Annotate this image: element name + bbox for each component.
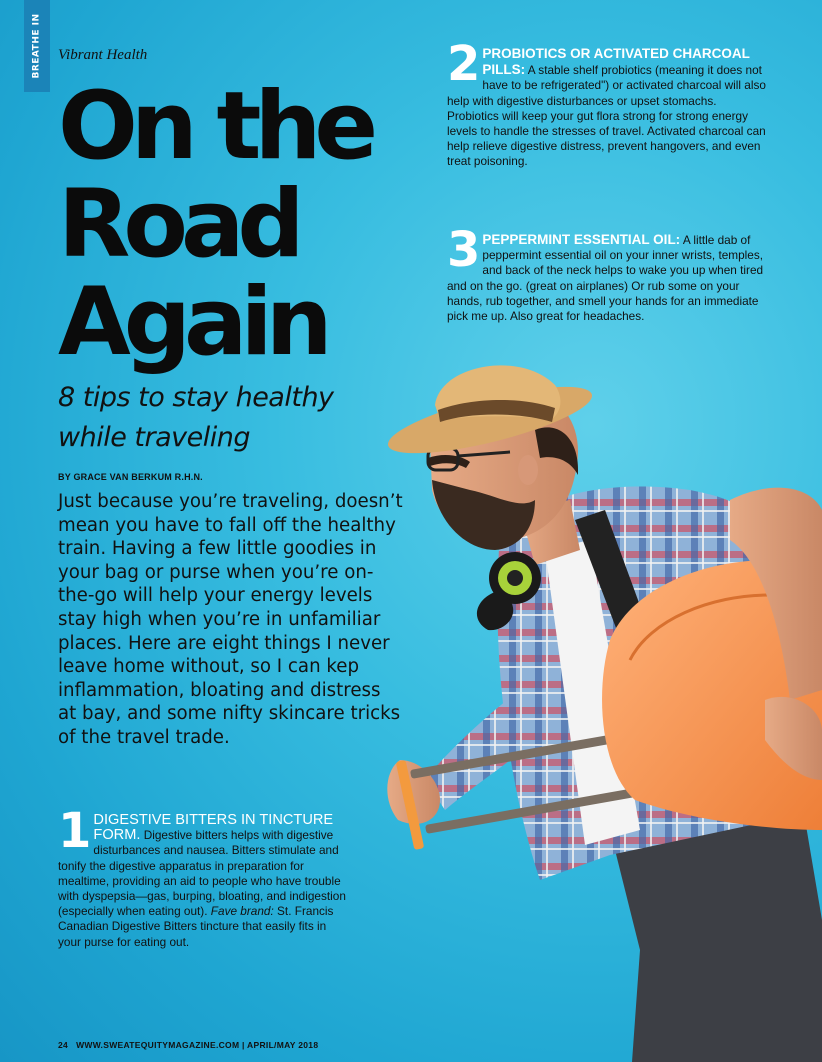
page-footer (58, 1040, 318, 1050)
traveler-photo (370, 360, 822, 1062)
section-tab-label: BREATHE IN (32, 13, 43, 79)
tip-1-number: 1 (58, 803, 92, 859)
tip-2-body: A stable shelf probiotics (meaning it does not have to be refrigerated") or activated charcoal will also help with digestive disturbances or upset stomachs. Probiotics will keep your gut flora strong for strong energy levels to handle the stresses of travel. Activated charcoal can help relieve digestive distress, prevent hangovers, and even treat poisoning. (447, 63, 766, 169)
page-number: 24 (58, 1040, 69, 1050)
headline-line-3: Again (58, 268, 326, 377)
headline (58, 72, 438, 377)
tip-3-number: 3 (447, 222, 481, 278)
tip-2 (447, 36, 767, 170)
headline-line-2: Road (58, 170, 298, 279)
tip-1-title: DIGESTIVE BITTERS IN TINCTURE FORM. (93, 812, 334, 844)
tip-1 (58, 803, 348, 950)
section-label: Vibrant Health (58, 47, 148, 63)
tip-1-fave-text: St. Francis Canadian Digestive Bitters tincture that easily fits in your purse for eating out. (58, 904, 334, 949)
subtitle: 8 tips to stay healthy while traveling (58, 382, 334, 453)
section-tab (24, 0, 50, 92)
byline: BY GRACE VAN BERKUM R.H.N. (58, 472, 203, 482)
tip-3-title: PEPPERMINT ESSENTIAL OIL: (482, 232, 681, 247)
tip-1-fave-label: Fave brand: (210, 904, 274, 919)
tip-3-body: A little dab of peppermint essential oil on your inner wrists, temples, and back of the neck helps to wake you up when tired and on the go. (great on airplanes) Or rub some on your hands, rub together, and smell your hands for an immediate pick me up. Also great for headaches. (447, 233, 764, 324)
footer-site: WWW.SWEATEQUITYMAGAZINE.COM (76, 1040, 240, 1050)
footer-issue: | APRIL/MAY 2018 (242, 1040, 319, 1050)
tip-2-number: 2 (447, 36, 481, 92)
tip-2-title: PROBIOTICS OR ACTIVATED CHARCOAL PILLS: (482, 46, 750, 78)
intro-paragraph: Just because you’re traveling, doesn’t mean you have to fall off the healthy train. Having a few little goodies in your bag or purse when you’re on-the-go will help your energy levels stay high when you’re in unfamiliar places. Here are eight things I never leave home without, so I can kep inflammation, bloating and distress at bay, and some nifty skincare tricks of the travel trade. (58, 491, 403, 748)
headline-line-1: On the (58, 72, 372, 181)
tip-1-body: Digestive bitters helps with digestive disturbances and nausea. Bitters stimulate and tonify the digestive apparatus in preparation for mealtime, providing an aid to people who have trouble with dyspepsia—gas, burping, bloating, and indigestion (especially when eating out). (58, 828, 346, 919)
tip-3 (447, 222, 767, 324)
